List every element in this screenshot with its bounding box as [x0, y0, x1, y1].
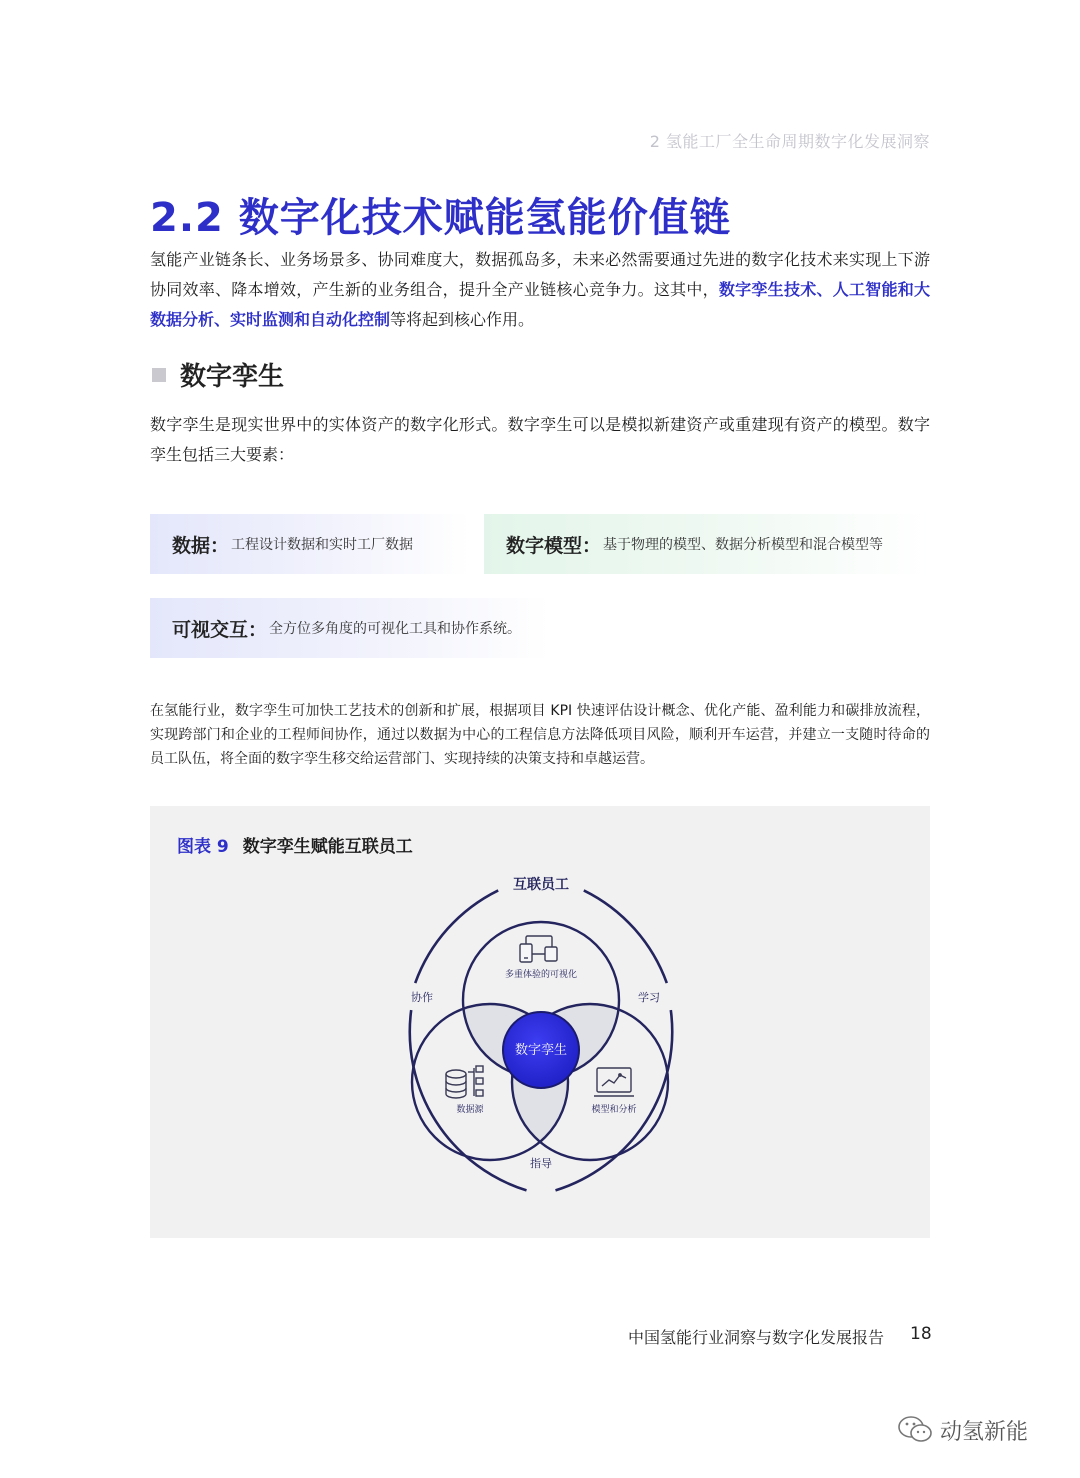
circle-label-model-analysis: 模型和分析 [591, 1105, 637, 1115]
element-label: 可视交互： [172, 618, 268, 641]
arc-label-left: 协作 [411, 991, 433, 1004]
section-intro [150, 245, 930, 335]
intro-text-2: 等将起到核心作用。 [390, 310, 535, 329]
subsection-intro: 数字孪生是现实世界中的实体资产的数字化形式。数字孪生可以是模拟新建资产或重建现有资产的模型。数字孪生包括三大要素： [150, 415, 930, 464]
figure-title: 数字孪生赋能互联员工 [242, 837, 413, 857]
running-header: 2 氢能工厂全生命周期数字化发展洞察 [649, 132, 930, 151]
watermark-text: 动氢新能 [940, 1419, 1029, 1445]
center-label: 数字孪生 [514, 1043, 568, 1058]
element-card-model [484, 514, 930, 574]
figure-number: 图表 9 [177, 837, 229, 857]
wechat-icon [896, 1414, 934, 1446]
element-card-data [150, 514, 470, 574]
element-label: 数字模型： [506, 534, 602, 557]
watermark [896, 1414, 1028, 1446]
circle-label-data-source: 数据源 [456, 1105, 484, 1115]
subsection-title: 数字孪生 [180, 362, 285, 392]
element-desc: 全方位多角度的可视化工具和协作系统。 [269, 621, 522, 637]
monitor-chart-icon [594, 1068, 634, 1096]
page-number: 18 [910, 1324, 932, 1344]
footer-report-title: 中国氢能行业洞察与数字化发展报告 [627, 1328, 884, 1347]
arc-label-bottom: 指导 [530, 1157, 552, 1170]
intro-highlight: 数字孪生技术、人工智能和大数据分析、实时监测和自动化控制 [150, 280, 930, 329]
arc-label-right: 学习 [638, 991, 660, 1004]
subsection-heading [152, 356, 284, 393]
element-label: 数据： [172, 534, 230, 557]
circle-label-visualization: 多重体验的可视化 [504, 970, 578, 980]
heading-square-icon [152, 368, 166, 382]
outer-arc-left [415, 890, 498, 983]
outer-label: 互联员工 [513, 877, 569, 893]
outer-arc-right [584, 890, 667, 983]
database-icon [446, 1066, 483, 1098]
element-desc: 基于物理的模型、数据分析模型和混合模型等 [603, 537, 884, 553]
body-paragraph: 在氢能行业，数字孪生可加快工艺技术的创新和扩展，根据项目 KPI 快速评估设计概念、优化产能、盈利能力和碳排放流程，实现跨部门和企业的工程师间协作，通过以数据为中心的工程信息方法降低项目风险，顺利开车运营，并建立一支随时待命的员工队伍，将全面的数字孪生移交给运营部门、实现持续的决策支持和卓越运营。 [150, 703, 930, 767]
intro-text-1: 氢能产业链条长、业务场景多、协同难度大，数据孤岛多，未来必然需要通过先进的数字化技术来实现上下游协同效率、降本增效，产生新的业务组合，提升全产业链核心竞争力。这其中， [150, 250, 930, 299]
element-card-visual [150, 598, 550, 658]
devices-icon [520, 936, 557, 962]
section-title: 2.2 数字化技术赋能氢能价值链 [150, 195, 731, 241]
venn-diagram [150, 806, 930, 1238]
element-desc: 工程设计数据和实时工厂数据 [231, 537, 414, 553]
